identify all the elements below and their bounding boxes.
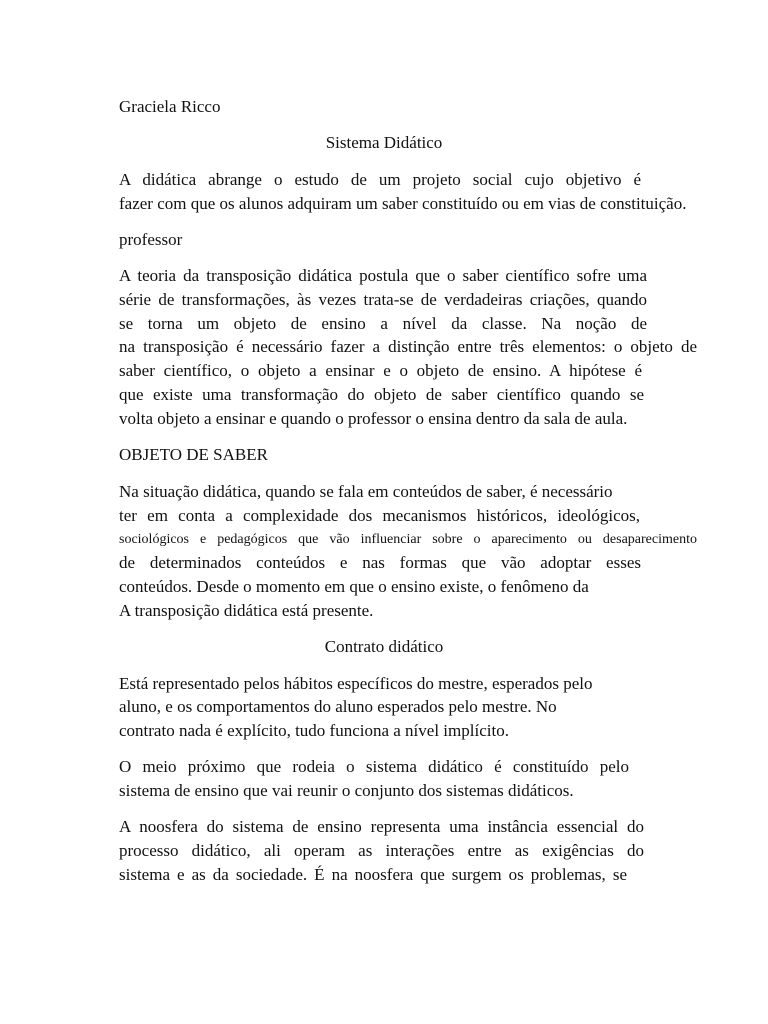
- paragraph5-line2: sistema de ensino que vai reunir o conjunto dos sistemas didáticos.: [119, 781, 574, 800]
- paragraph2-line5: saber científico, o objeto a ensinar e o objeto de ensino. A hipótese é: [119, 361, 642, 380]
- paragraph2-line1: A teoria da transposição didática postula que o saber científico sofre uma: [119, 266, 647, 285]
- paragraph2-line2: série de transformações, às vezes trata-se de verdadeiras criações, quando: [119, 290, 647, 309]
- paragraph1-line2: fazer com que os alunos adquiram um saber constituído ou em vias de constituição.: [119, 194, 687, 213]
- author-name: Graciela Ricco: [119, 97, 221, 116]
- paragraph5-line1: O meio próximo que rodeia o sistema didático é constituído pelo: [119, 757, 629, 776]
- paragraph3-line5: conteúdos. Desde o momento em que o ensino existe, o fenômeno da: [119, 577, 589, 596]
- paragraph1-line1: A didática abrange o estudo de um projeto social cujo objetivo é: [119, 170, 641, 189]
- heading-objeto-de-saber: OBJETO DE SABER: [119, 445, 268, 464]
- paragraph6-line3: sistema e as da sociedade. É na noosfera que surgem os problemas, se: [119, 865, 627, 884]
- document-title: Sistema Didático: [325, 133, 443, 152]
- paragraph2-line7: volta objeto a ensinar e quando o professor o ensina dentro da sala de aula.: [119, 409, 628, 428]
- paragraph3-line4: de determinados conteúdos e nas formas que vão adoptar esses: [119, 553, 641, 572]
- heading-contrato-didatico: Contrato didático: [324, 637, 444, 656]
- paragraph4-line3: contrato nada é explícito, tudo funciona a nível implícito.: [119, 721, 509, 740]
- paragraph6-line2: processo didático, ali operam as interações entre as exigências do: [119, 841, 644, 860]
- paragraph6-line1: A noosfera do sistema de ensino representa uma instância essencial do: [119, 817, 644, 836]
- paragraph3-line2: ter em conta a complexidade dos mecanismos históricos, ideológicos,: [119, 506, 640, 525]
- paragraph3-line6: A transposição didática está presente.: [119, 601, 374, 620]
- paragraph4-line1: Está representado pelos hábitos específicos do mestre, esperados pelo: [119, 674, 593, 693]
- paragraph4-line2: aluno, e os comportamentos do aluno esperados pelo mestre. No: [119, 697, 557, 716]
- paragraph3-line1: Na situação didática, quando se fala em conteúdos de saber, é necessário: [119, 482, 613, 501]
- paragraph3-line3: sociológicos e pedagógicos que vão influenciar sobre o aparecimento ou desaparecimento: [119, 532, 697, 547]
- paragraph2-line6: que existe uma transformação do objeto de saber científico quando se: [119, 385, 644, 404]
- label-professor: professor: [119, 230, 183, 249]
- paragraph2-line3: se torna um objeto de ensino a nível da classe. Na noção de: [119, 314, 647, 333]
- paragraph2-line4: na transposição é necessário fazer a distinção entre três elementos: o objeto de: [119, 337, 697, 356]
